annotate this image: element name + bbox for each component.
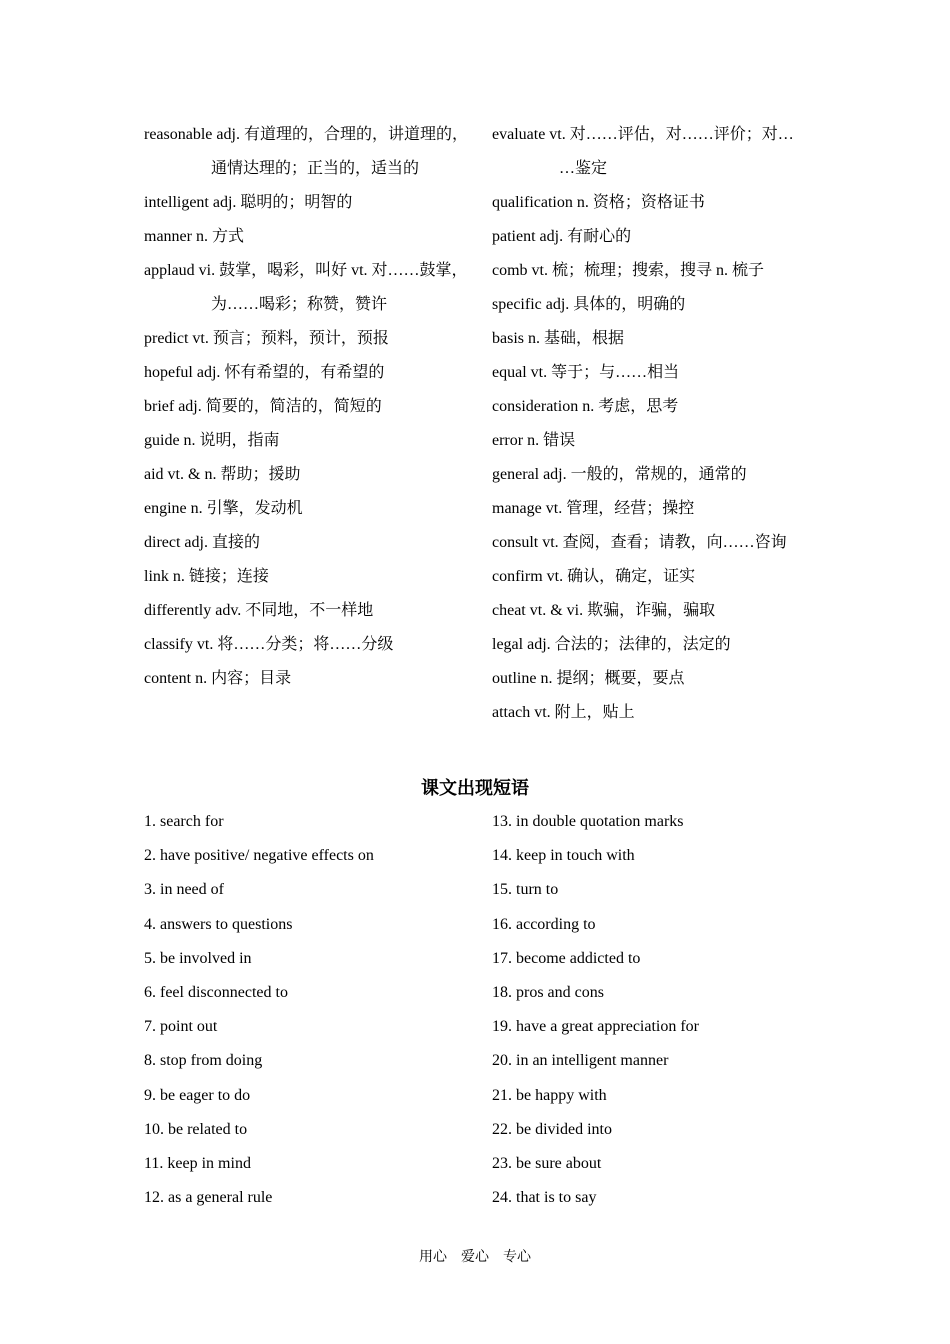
phrase-item: 2. have positive/ negative effects on <box>144 847 374 865</box>
vocab-line: predict vt. 预言；预料，预计，预报 <box>144 330 389 347</box>
vocab-entry <box>144 322 479 356</box>
page-footer: 用心 爱心 专心 <box>419 1250 531 1265</box>
phrase-item: 16. according to <box>492 915 596 933</box>
vocab-entry <box>144 220 479 254</box>
vocab-entry <box>144 458 479 492</box>
phrase-item: 20. in an intelligent manner <box>492 1052 669 1070</box>
vocab-entry <box>492 560 810 594</box>
phrase-item: 17. become addicted to <box>492 949 641 967</box>
vocab-line: outline n. 提纲；概要，要点 <box>492 670 685 687</box>
vocab-entry <box>492 628 810 662</box>
vocab-entry <box>492 288 810 322</box>
vocab-entry <box>492 662 810 696</box>
vocab-line: consideration n. 考虑，思考 <box>492 398 679 415</box>
vocab-line: link n. 链接；连接 <box>144 568 269 585</box>
vocab-line: legal adj. 合法的；法律的，法定的 <box>492 636 731 653</box>
vocab-entry <box>492 220 810 254</box>
vocab-entry <box>492 696 810 730</box>
vocab-entry <box>492 390 810 424</box>
vocab-entry <box>144 526 479 560</box>
vocab-entry <box>492 526 810 560</box>
vocab-line: general adj. 一般的，常规的，通常的 <box>492 466 747 483</box>
vocabulary-right-column <box>492 118 810 730</box>
vocab-entry <box>492 492 810 526</box>
vocab-line: comb vt. 梳；梳理；搜索，搜寻 n. 梳子 <box>492 262 764 279</box>
vocab-entry <box>144 492 479 526</box>
vocab-line: intelligent adj. 聪明的；明智的 <box>144 194 353 211</box>
phrase-item: 4. answers to questions <box>144 915 293 933</box>
phrase-item: 7. point out <box>144 1018 218 1036</box>
vocab-entry <box>492 322 810 356</box>
vocab-entry <box>492 118 810 186</box>
vocab-line-continued: 为……喝彩；称赞，赞许 <box>211 296 388 313</box>
vocab-entry <box>144 560 479 594</box>
vocab-line: content n. 内容；目录 <box>144 670 292 687</box>
vocab-line: equal vt. 等于；与……相当 <box>492 364 680 381</box>
vocab-line: hopeful adj. 怀有希望的，有希望的 <box>144 364 385 381</box>
vocab-entry <box>144 594 479 628</box>
phrase-item: 5. be involved in <box>144 949 252 967</box>
vocab-entry <box>144 356 479 390</box>
vocab-line: aid vt. & n. 帮助；援助 <box>144 466 301 483</box>
phrase-item: 14. keep in touch with <box>492 847 635 865</box>
vocab-entry <box>492 594 810 628</box>
vocab-line: differently adv. 不同地，不一样地 <box>144 602 374 619</box>
phrase-item: 18. pros and cons <box>492 984 604 1002</box>
vocab-line: applaud vi. 鼓掌，喝彩，叫好 vt. 对……鼓掌， <box>144 262 468 279</box>
phrase-item: 8. stop from doing <box>144 1052 263 1070</box>
phrase-item: 22. be divided into <box>492 1120 612 1138</box>
vocab-line: classify vt. 将……分类；将……分级 <box>144 636 394 653</box>
vocab-entry <box>144 254 479 322</box>
vocab-line: specific adj. 具体的，明确的 <box>492 296 686 313</box>
vocab-line: guide n. 说明，指南 <box>144 432 280 449</box>
phrase-item: 13. in double quotation marks <box>492 813 684 830</box>
vocab-line: reasonable adj. 有道理的，合理的，讲道理的， <box>144 126 468 143</box>
vocabulary-left-column <box>144 118 479 696</box>
vocab-line: basis n. 基础，根据 <box>492 330 625 347</box>
phrase-item: 19. have a great appreciation for <box>492 1018 700 1036</box>
vocab-line-continued: 通情达理的；正当的，适当的 <box>211 160 420 177</box>
vocab-line: direct adj. 直接的 <box>144 534 260 551</box>
vocab-entry <box>492 254 810 288</box>
vocab-line: manage vt. 管理，经营；操控 <box>492 500 695 517</box>
phrase-item: 10. be related to <box>144 1120 248 1138</box>
vocab-entry <box>144 186 479 220</box>
vocab-line: brief adj. 简要的，简洁的，简短的 <box>144 398 382 415</box>
phrase-item: 23. be sure about <box>492 1155 602 1173</box>
vocab-entry <box>492 458 810 492</box>
vocab-entry <box>492 356 810 390</box>
vocab-line-continued: …鉴定 <box>559 160 608 177</box>
phrase-item: 12. as a general rule <box>144 1189 273 1207</box>
phrase-left-column <box>144 805 479 1215</box>
vocab-line: engine n. 引擎，发动机 <box>144 500 303 517</box>
phrase-item: 1. search for <box>144 813 224 830</box>
vocab-entry <box>492 424 810 458</box>
vocab-line: qualification n. 资格；资格证书 <box>492 194 705 211</box>
vocab-line: patient adj. 有耐心的 <box>492 228 632 245</box>
vocab-line: error n. 错误 <box>492 432 576 449</box>
phrase-item: 6. feel disconnected to <box>144 984 288 1002</box>
phrase-right-column <box>492 805 810 1215</box>
phrase-item: 24. that is to say <box>492 1189 597 1207</box>
vocab-line: cheat vt. & vi. 欺骗，诈骗，骗取 <box>492 602 716 619</box>
phrase-item: 11. keep in mind <box>144 1155 251 1173</box>
vocab-line: consult vt. 查阅，查看；请教，向……咨询 <box>492 534 787 551</box>
vocab-line: evaluate vt. 对……评估，对……评价；对… <box>492 126 794 143</box>
phrase-item: 21. be happy with <box>492 1086 607 1104</box>
vocab-line: confirm vt. 确认，确定，证实 <box>492 568 696 585</box>
vocab-entry <box>144 390 479 424</box>
vocab-entry <box>144 628 479 662</box>
vocab-entry <box>144 424 479 458</box>
phrase-item: 9. be eager to do <box>144 1086 251 1104</box>
vocab-line: manner n. 方式 <box>144 228 244 245</box>
vocab-entry <box>492 186 810 220</box>
vocab-entry <box>144 118 479 186</box>
phrase-item: 3. in need of <box>144 881 224 899</box>
vocab-entry <box>144 662 479 696</box>
section-title: 课文出现短语 <box>421 778 529 798</box>
vocab-line: attach vt. 附上，贴上 <box>492 704 635 721</box>
phrase-item: 15. turn to <box>492 881 559 899</box>
